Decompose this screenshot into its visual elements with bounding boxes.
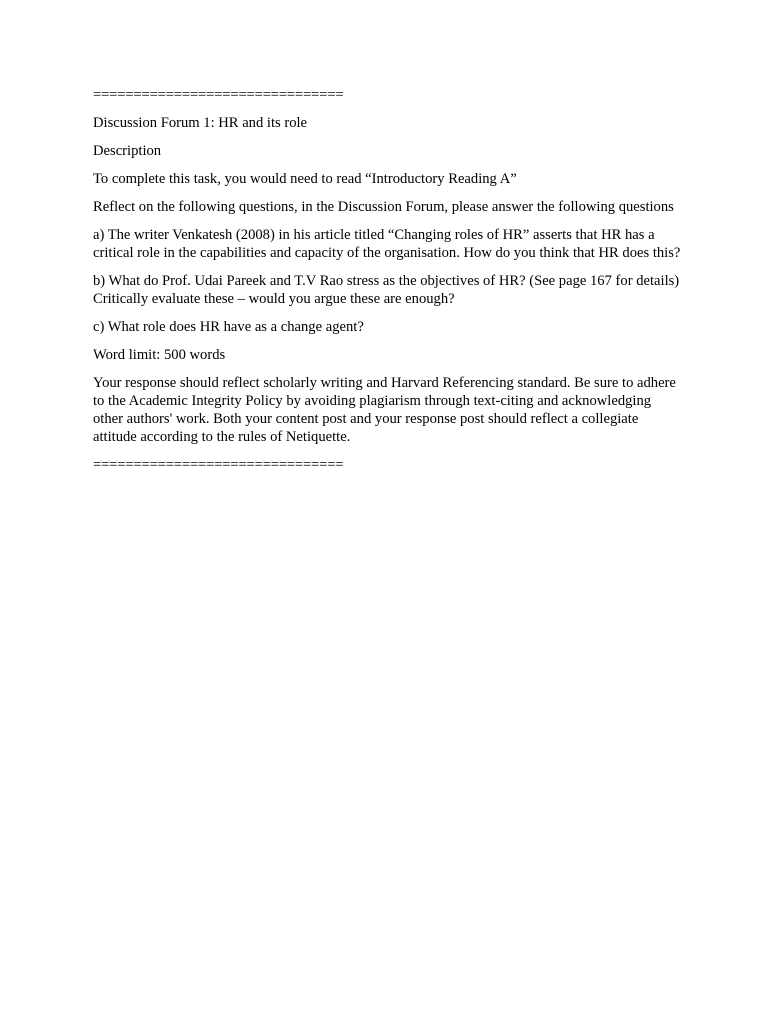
separator-bottom: =============================== <box>93 457 344 473</box>
document-page <box>93 86 683 474</box>
word-limit: Word limit: 500 words <box>93 347 226 363</box>
separator-top: =============================== <box>93 87 344 103</box>
instructions-paragraph: Reflect on the following questions, in the Discussion Forum, please answer the following questions <box>93 199 674 215</box>
intro-paragraph: To complete this task, you would need to read “Introductory Reading A” <box>93 171 517 187</box>
question-c: c) What role does HR have as a change agent? <box>93 319 364 335</box>
document-title: Discussion Forum 1: HR and its role <box>93 115 308 131</box>
description-label: Description <box>93 143 162 159</box>
guidelines-paragraph: Your response should reflect scholarly writing and Harvard Referencing standard. Be sure to adhere to the Academic Integrity Policy by avoiding plagiarism through text-citing and acknowledging other authors' work. Both your content post and your response post should reflect a collegiate attitude according to the rules of Netiquette. <box>93 375 676 445</box>
question-b: b) What do Prof. Udai Pareek and T.V Rao stress as the objectives of HR? (See page 167 for details) Critically evaluate these – would you argue these are enough? <box>93 273 680 307</box>
question-a: a) The writer Venkatesh (2008) in his article titled “Changing roles of HR” asserts that HR has a critical role in the capabilities and capacity of the organisation. How do you think that HR does this? <box>93 227 681 261</box>
